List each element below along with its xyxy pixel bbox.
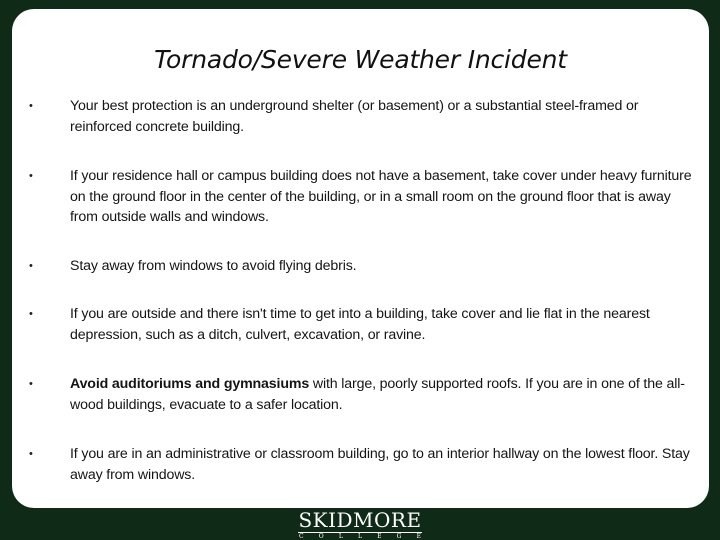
bullet-body: Stay away from windows to avoid flying debris. xyxy=(70,258,357,274)
bullet-body: with large, poorly supported roofs. If you are in one of the all-wood buildings, evacuate to a safer location. xyxy=(70,376,685,413)
bullet-text xyxy=(70,444,695,485)
bullet-text xyxy=(70,166,695,228)
bullet-dot: • xyxy=(29,378,33,390)
slide-title: Tornado/Severe Weather Incident xyxy=(154,45,567,74)
bullet-bold-lead: Avoid auditoriums and gymnasiums xyxy=(70,376,310,392)
skidmore-logo xyxy=(297,508,423,540)
bullet-text xyxy=(70,304,695,345)
bullet-text xyxy=(70,256,695,277)
bullet-dot: • xyxy=(29,308,33,320)
bullet-body: If you are in an administrative or classroom building, go to an interior hallway on the lowest floor. Stay away from windows. xyxy=(70,446,690,483)
logo-sub-letter: G xyxy=(396,533,402,540)
bullet-dot: • xyxy=(29,170,33,182)
bullet-dot: • xyxy=(29,448,33,460)
logo-sub-letter: E xyxy=(416,533,421,540)
bullet-dot: • xyxy=(29,260,33,272)
bullet-body: Your best protection is an underground shelter (or basement) or a substantial steel-framed or reinforced concrete building. xyxy=(70,98,639,135)
bullet-text xyxy=(70,374,695,415)
bullet-dot: • xyxy=(29,100,33,112)
logo-name: SKIDMORE xyxy=(298,508,422,532)
logo-sub-letter: L xyxy=(338,533,343,540)
bullet-body: If you are outside and there isn't time to get into a building, take cover and lie flat in the nearest depression, such as a ditch, culvert, excavation, or ravine. xyxy=(70,306,650,343)
bullet-text xyxy=(70,96,695,137)
logo-sub-letter: L xyxy=(357,533,362,540)
slide-panel xyxy=(12,9,709,508)
logo-sub-letter: O xyxy=(318,533,324,540)
logo-sub-letter: C xyxy=(299,533,304,540)
logo-subtitle xyxy=(297,533,423,540)
bullet-body: If your residence hall or campus building does not have a basement, take cover under heavy furniture on the ground floor in the center of the building, or in a small room on the ground floor that is away from outside walls and windows. xyxy=(70,168,692,225)
logo-sub-letter: E xyxy=(377,533,382,540)
